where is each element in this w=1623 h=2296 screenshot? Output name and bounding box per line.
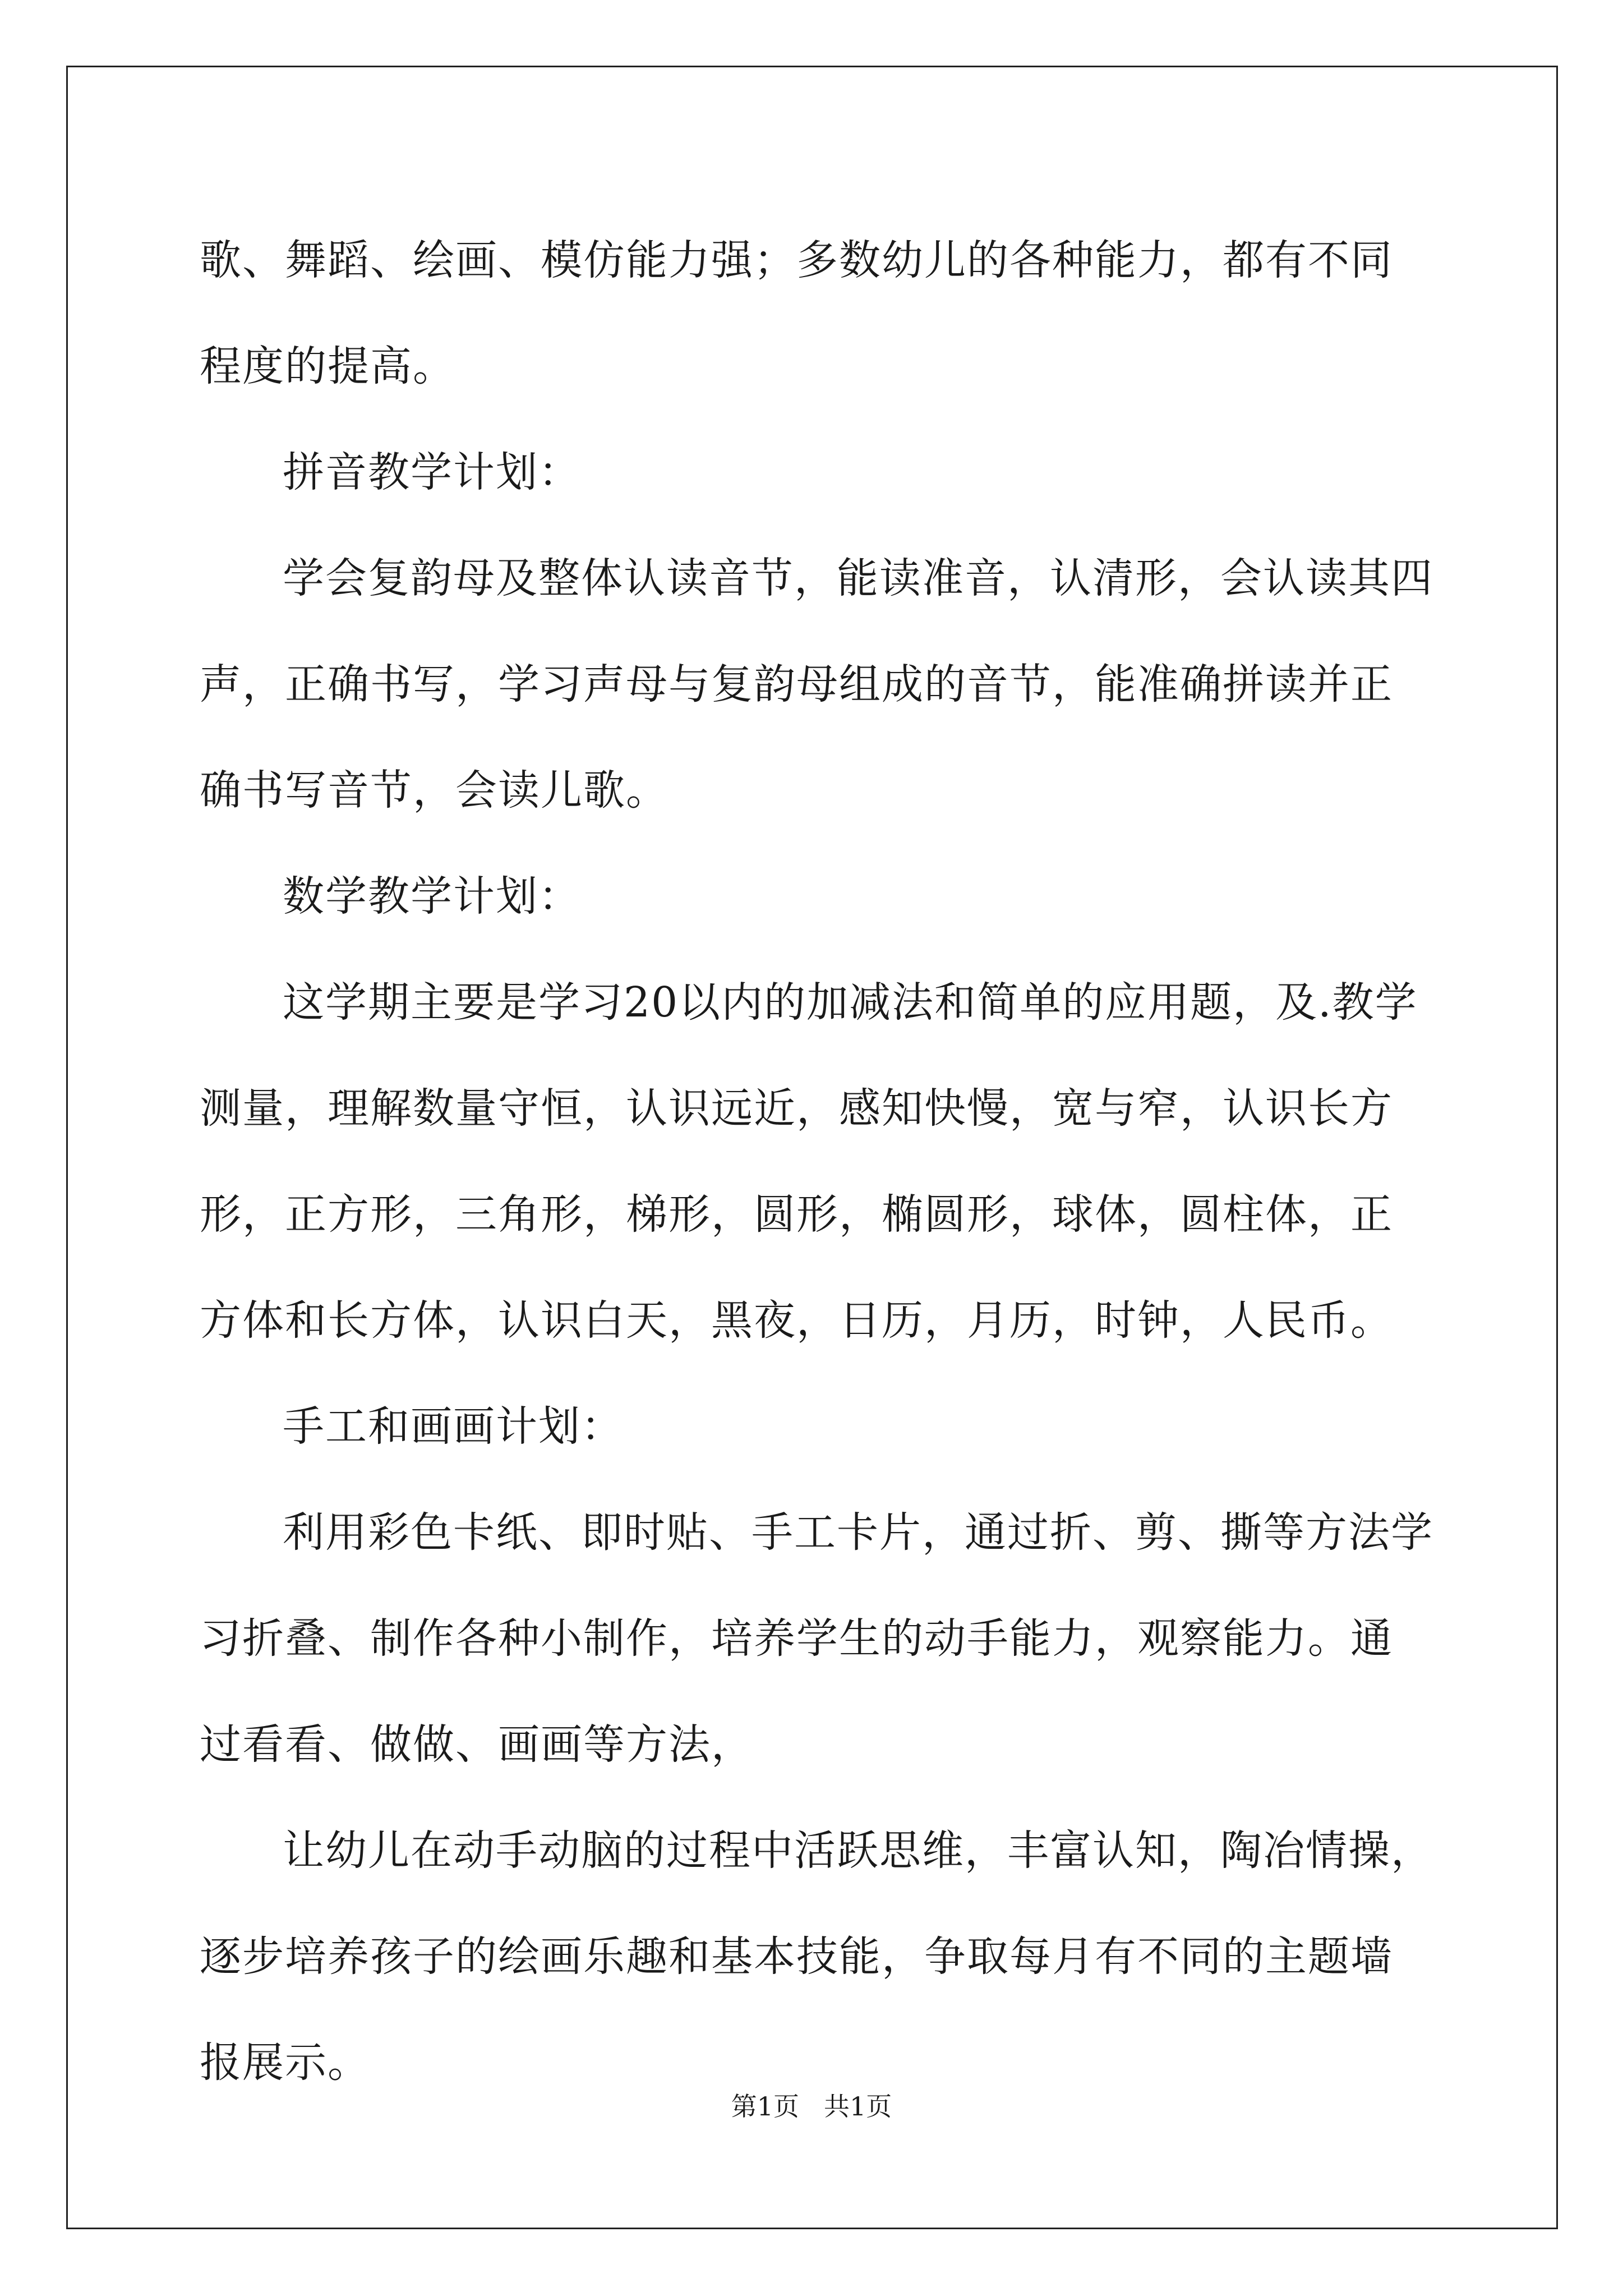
section-heading-handcraft: 手工和画画计划： bbox=[283, 1402, 624, 1451]
paragraph: 学会复韵母及整体认读音节，能读准音，认清形，会认读其四声，正确书写，学习声母与复韵母组成的音节，能准确拼读并正确书写音节，会读儿歌。 bbox=[200, 554, 1433, 815]
paragraph: 这学期主要是学习20以内的加减法和简单的应用题，及.教学测量，理解数量守恒，认识远近，感知快慢，宽与窄，认识长方形，正方形，三角形，梯形，圆形，椭圆形，球体，圆柱体，正方体和长方体，认识白天，黑夜，日历，月历，时钟，人民币。 bbox=[200, 978, 1418, 1345]
document-body bbox=[200, 208, 1433, 2116]
page-number: 第1页 bbox=[731, 2091, 800, 2122]
section-heading-pinyin: 拼音教学计划： bbox=[283, 448, 581, 496]
paragraph: 歌、舞蹈、绘画、模仿能力强；多数幼儿的各种能力，都有不同程度的提高。 bbox=[200, 236, 1393, 390]
section-heading-math: 数学教学计划： bbox=[283, 872, 581, 921]
page-footer bbox=[0, 2090, 1623, 2123]
paragraph: 让幼儿在动手动脑的过程中活跃思维，丰富认知，陶冶情操，逐步培养孩子的绘画乐趣和基本技能，争取每月有不同的主题墙报展示。 bbox=[200, 1826, 1433, 2087]
paragraph: 利用彩色卡纸、即时贴、手工卡片，通过折、剪、撕等方法学习折叠、制作各种小制作，培养学生的动手能力，观察能力。通过看看、做做、画画等方法， bbox=[200, 1508, 1433, 1769]
page-total: 共1页 bbox=[823, 2091, 892, 2122]
